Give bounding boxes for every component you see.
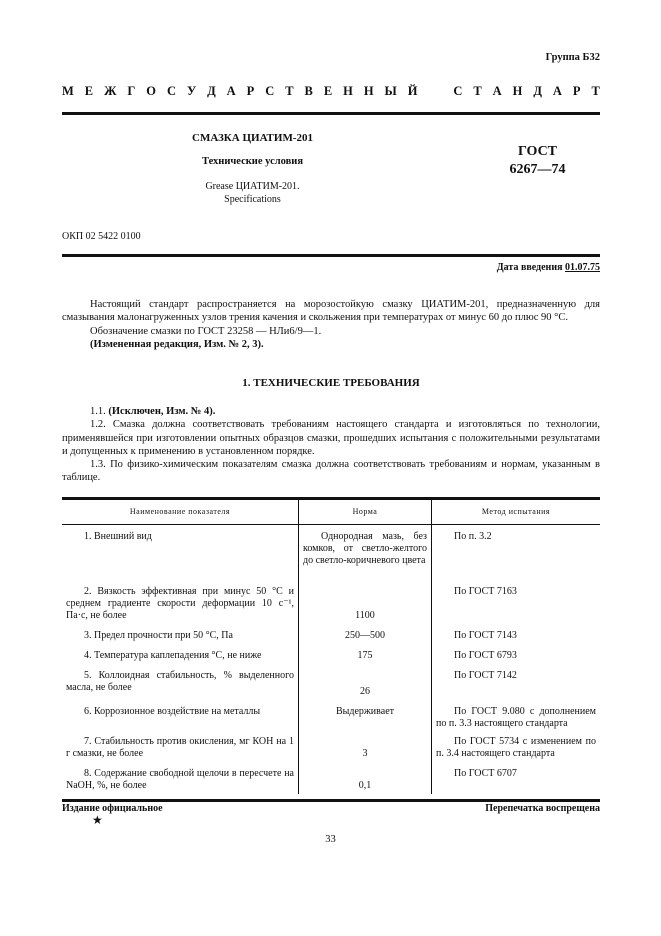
title-letter: Д bbox=[533, 84, 542, 98]
header-norm: Норма bbox=[299, 499, 432, 525]
method-cell: По ГОСТ 6707 bbox=[454, 767, 517, 779]
title-letter: Т bbox=[285, 84, 294, 98]
document-type-title bbox=[62, 84, 600, 99]
clause-number: 1.1. bbox=[90, 406, 109, 417]
method-cell: По ГОСТ 6793 bbox=[454, 649, 517, 661]
official-edition: Издание официальное bbox=[62, 803, 163, 814]
clause-1-1 bbox=[62, 405, 600, 418]
introduction-date bbox=[497, 262, 600, 273]
title-letter: Н bbox=[363, 84, 374, 98]
title-letter: Й bbox=[407, 84, 418, 98]
table-row bbox=[62, 664, 600, 700]
title-letter: В bbox=[304, 84, 313, 98]
title-letter: А bbox=[226, 84, 236, 98]
norm-cell: 1100 bbox=[299, 580, 432, 624]
indicator-cell: 8. Содержание свободной щелочи в пересчете на NaOH, %, не более bbox=[62, 762, 299, 794]
intro-section bbox=[62, 298, 600, 351]
header-indicator: Наименование показателя bbox=[62, 499, 299, 525]
title-letter: А bbox=[552, 84, 562, 98]
norm-cell: 250—500 bbox=[299, 624, 432, 644]
date-label: Дата введения bbox=[496, 262, 565, 273]
group-code: Группа Б32 bbox=[545, 52, 600, 63]
section-heading: 1. ТЕХНИЧЕСКИЕ ТРЕБОВАНИЯ bbox=[242, 377, 420, 389]
title-letter: Г bbox=[127, 84, 136, 98]
table-row bbox=[62, 730, 600, 762]
indicator-cell: 6. Коррозионное воздействие на металлы bbox=[62, 700, 299, 730]
indicator-cell: 4. Температура каплепадения °С, не ниже bbox=[62, 644, 299, 664]
title-letter: О bbox=[146, 84, 157, 98]
indicator-cell: 3. Предел прочности при 50 °С, Па bbox=[62, 624, 299, 644]
gost-label: ГОСТ bbox=[517, 144, 558, 159]
title-letter bbox=[428, 84, 442, 99]
title-letter: С bbox=[166, 84, 177, 98]
title-letter: С bbox=[265, 84, 275, 98]
indicator-cell: 7. Стабильность против окисления, мг КОН на 1 г смазки, не более bbox=[62, 730, 299, 762]
method-cell: По ГОСТ 7142 bbox=[454, 669, 517, 681]
title-letter: Т bbox=[591, 84, 600, 98]
table-row bbox=[62, 624, 600, 644]
title-letter: Е bbox=[323, 84, 333, 98]
english-title: Grease ЦИАТИМ-201. bbox=[205, 181, 300, 192]
norm-cell: 175 bbox=[299, 644, 432, 664]
norm-cell: 3 bbox=[299, 730, 432, 762]
document-subtitle: Технические условия bbox=[201, 156, 304, 167]
title-letter: М bbox=[62, 84, 74, 98]
divider bbox=[62, 799, 600, 802]
english-subtitle: Specifications bbox=[224, 194, 281, 205]
table-row bbox=[62, 525, 600, 580]
table-row bbox=[62, 700, 600, 730]
title-letter: Н bbox=[512, 84, 523, 98]
clause-1-3: 1.3. По физико-химическим показателям смазка должна соответствовать требованиям и нормам, указанным в таблице. bbox=[62, 459, 600, 484]
title-letter: С bbox=[453, 84, 463, 98]
method-cell: По ГОСТ 7143 bbox=[454, 629, 517, 641]
divider bbox=[62, 112, 600, 115]
star-icon: ★ bbox=[92, 813, 103, 827]
indicator-cell: 5. Коллоидная стабильность, % выделенного масла, не более bbox=[62, 664, 299, 700]
table-row bbox=[62, 580, 600, 624]
date-value: 01.07.75 bbox=[565, 262, 600, 273]
title-letter: Е bbox=[84, 84, 94, 98]
method-cell: По ГОСТ 5734 с изменением по п. 3.4 настоящего стандарта bbox=[436, 735, 596, 759]
title-letter: У bbox=[186, 84, 197, 98]
title-letter: Ы bbox=[384, 84, 397, 98]
norm-cell: 0,1 bbox=[299, 762, 432, 794]
revision-note: (Измененная редакция, Изм. № 2, 3). bbox=[90, 338, 264, 350]
requirements-table bbox=[62, 497, 600, 794]
reprint-prohibited: Перепечатка воспрещена bbox=[485, 803, 600, 814]
title-letter: Д bbox=[207, 84, 216, 98]
method-cell: По п. 3.2 bbox=[454, 531, 492, 542]
title-letter: А bbox=[492, 84, 502, 98]
clause-text: (Исключен, Изм. № 4). bbox=[108, 406, 216, 417]
okp-code: ОКП 02 5422 0100 bbox=[62, 231, 141, 242]
indicator-cell: 1. Внешний вид bbox=[62, 525, 299, 580]
norm-cell: 26 bbox=[299, 664, 432, 700]
intro-paragraph: Настоящий стандарт распространяется на морозостойкую смазку ЦИАТИМ-201, предназначенную для смазывания малонагруженных узлов трения качения и скольжения при температурах от минус 60 до плюс 90 °С. bbox=[62, 299, 600, 324]
section-body bbox=[62, 405, 600, 485]
norm-cell: Однородная мазь, без комков, от светло-желтого до светло-коричневого цвета bbox=[299, 525, 432, 580]
indicator-cell: 2. Вязкость эффективная при минус 50 °С и среднем градиенте скорости деформации 10 с⁻¹, Па·с, не более bbox=[62, 580, 299, 624]
designation-paragraph: Обозначение смазки по ГОСТ 23258 — НЛи6/9—1. bbox=[90, 325, 322, 337]
title-letter: Т bbox=[473, 84, 482, 98]
method-cell: По ГОСТ 9.080 с дополнением по п. 3.3 настоящего стандарта bbox=[436, 705, 596, 729]
norm-cell: Выдерживает bbox=[299, 700, 432, 730]
table-row bbox=[62, 644, 600, 664]
title-letter: Н bbox=[343, 84, 353, 98]
header-method: Метод испытания bbox=[432, 499, 601, 525]
title-letter: Р bbox=[246, 84, 255, 98]
method-cell: По ГОСТ 7163 bbox=[454, 585, 517, 597]
divider bbox=[62, 254, 600, 257]
document-title: СМАЗКА ЦИАТИМ-201 bbox=[192, 132, 313, 144]
gost-number: 6267—74 bbox=[509, 162, 566, 177]
title-letter: Р bbox=[572, 84, 581, 98]
page-number: 33 bbox=[325, 834, 336, 845]
title-letter: Ж bbox=[104, 84, 117, 98]
table-row bbox=[62, 762, 600, 794]
clause-1-2: 1.2. Смазка должна соответствовать требованиям настоящего стандарта и изготовляться по технологии, применявшейся при изготовлении опытных образцов смазки, прошедших испытания с положительными результатами и допущенных к применению в установленном порядке. bbox=[62, 419, 600, 457]
table-header bbox=[62, 499, 600, 525]
